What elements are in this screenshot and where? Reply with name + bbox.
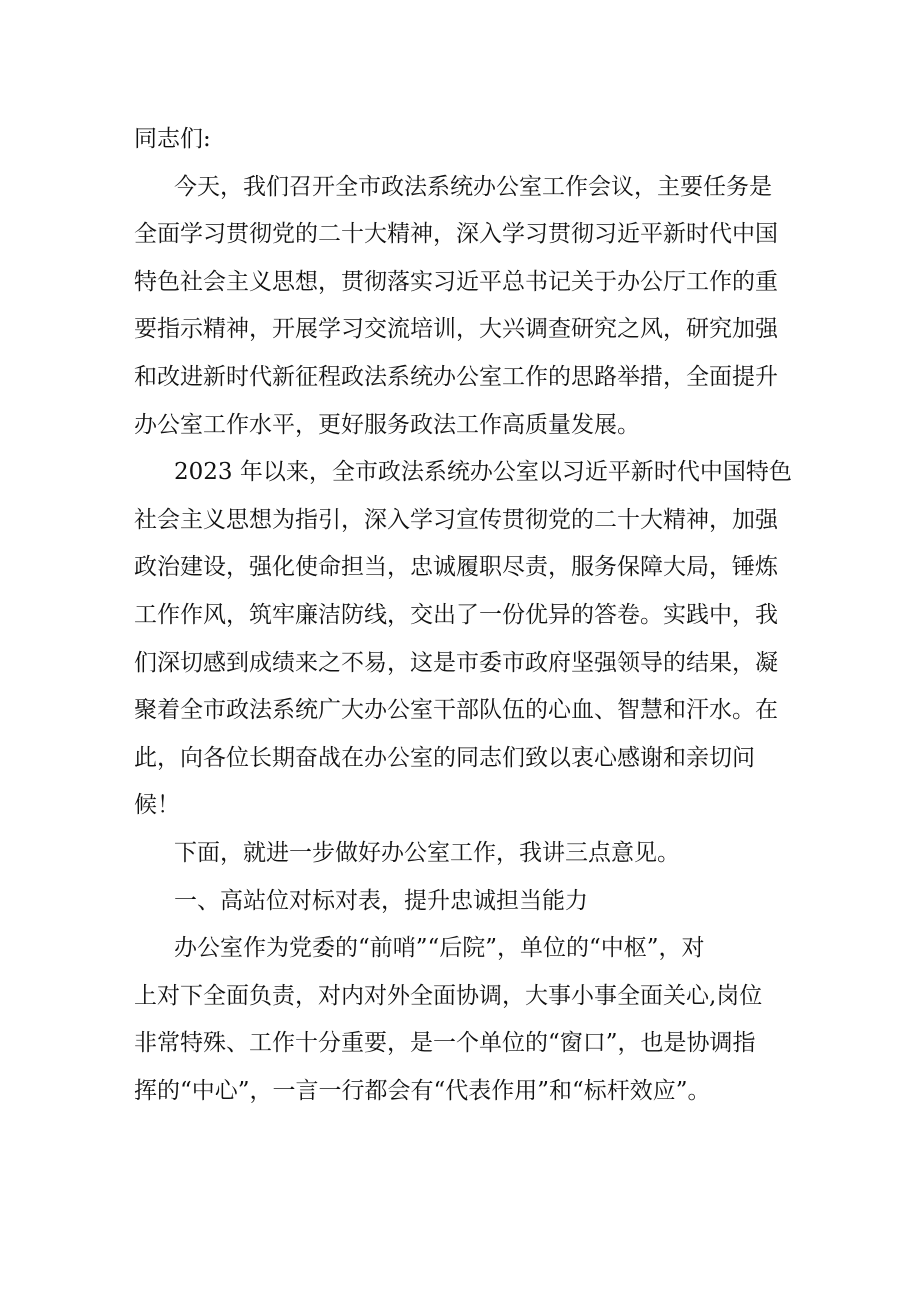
paragraph-line: 办公室作为党委的“前哨”“后院”，单位的“中枢”，对 <box>174 935 705 962</box>
paragraph-line: 上对下全面负责，对内对外全面协调，大事小事全面关心,岗位 <box>134 982 763 1009</box>
paragraph-line: 全面学习贯彻党的二十大精神，深入学习贯彻习近平新时代中国 <box>134 221 778 248</box>
paragraph-2 <box>134 449 798 830</box>
paragraph-line: 们深切感到成绩来之不易，这是市委市政府坚强领导的结果，凝 <box>134 649 778 676</box>
section-heading: 一、高站位对标对表，提升忠诚担当能力 <box>174 887 588 914</box>
paragraph-line: 特色社会主义思想，贯彻落实习近平总书记关于办公厅工作的重 <box>134 268 778 295</box>
paragraph-1 <box>134 164 798 450</box>
paragraph-line: 下面，就进一步做好办公室工作，我讲三点意见。 <box>174 839 680 866</box>
paragraph-line: 聚着全市政法系统广大办公室干部队伍的心血、智慧和汗水。在 <box>134 697 778 724</box>
paragraph-line: 和改进新时代新征程政法系统办公室工作的思路举措，全面提升 <box>134 363 778 390</box>
paragraph-line: 要指示精神，开展学习交流培训，大兴调查研究之风，研究加强 <box>134 316 778 343</box>
paragraph-3 <box>134 830 798 878</box>
greeting: 同志们: <box>134 126 211 152</box>
paragraph-line: 工作作风，筑牢廉洁防线，交出了一份优异的答卷。实践中，我 <box>134 601 778 628</box>
section-heading-1 <box>134 878 798 926</box>
paragraph-line: 2023 年以来，全市政法系统办公室以习近平新时代中国特色 <box>174 459 792 486</box>
document-body <box>134 116 798 1115</box>
paragraph-line: 社会主义思想为指引，深入学习宣传贯彻党的二十大精神，加强 <box>134 506 778 533</box>
paragraph-line: 非常特殊、工作十分重要，是一个单位的“窗口”，也是协调指 <box>134 1030 756 1057</box>
paragraph-line: 挥的“中心”，一言一行都会有“代表作用”和“标杆效应”。 <box>134 1077 711 1104</box>
paragraph-4 <box>134 925 798 1115</box>
paragraph-line: 此，向各位长期奋战在办公室的同志们致以衷心感谢和亲切问 <box>134 744 755 771</box>
paragraph-line: 今天，我们召开全市政法系统办公室工作会议，主要任务是 <box>174 173 772 200</box>
paragraph-line: 政治建设，强化使命担当，忠诚履职尽责，服务保障大局，锤炼 <box>134 554 778 581</box>
paragraph-line: 办公室工作水平，更好服务政法工作高质量发展。 <box>134 411 640 438</box>
paragraph-line: 候！ <box>134 792 180 819</box>
